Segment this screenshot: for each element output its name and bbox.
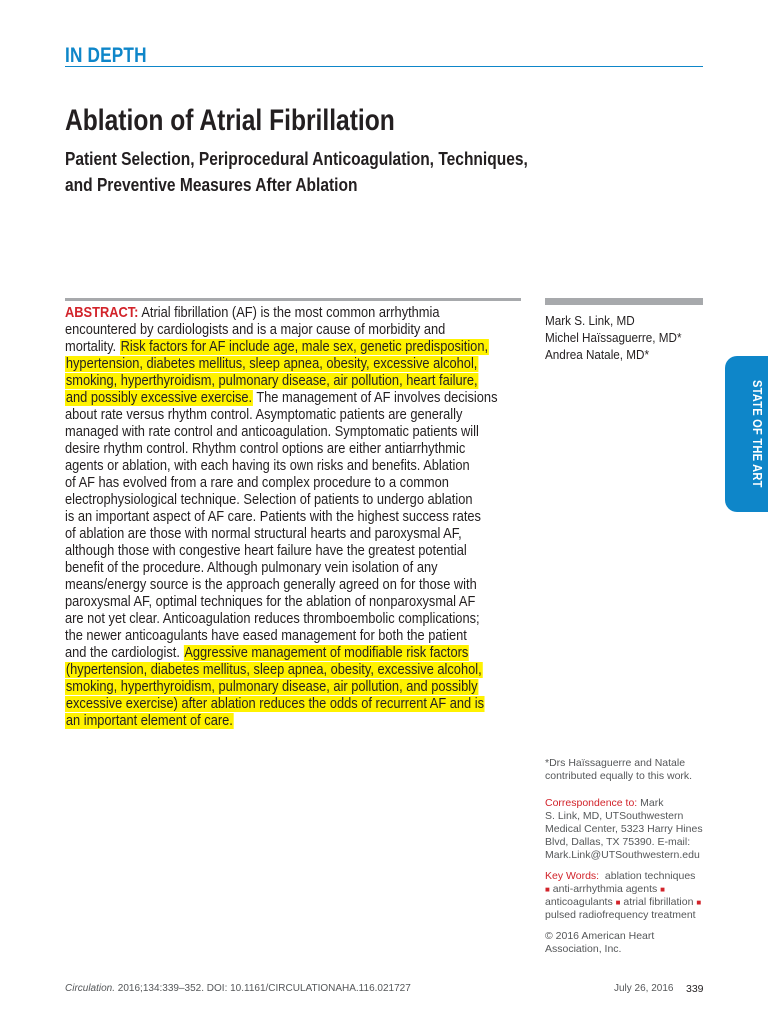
abstract-text-segment: the newer anticoagulants have eased management for both the patient bbox=[65, 628, 467, 644]
abstract-line bbox=[65, 390, 519, 407]
keyword: atrial fibrillation bbox=[623, 896, 694, 908]
citation-footer bbox=[65, 983, 411, 994]
keyword: pulsed radiofrequency treatment bbox=[545, 909, 696, 921]
abstract-line bbox=[65, 611, 519, 628]
abstract-line bbox=[65, 407, 519, 424]
square-bullet-icon: ■ bbox=[615, 898, 621, 907]
correspondence-line: Medical Center, 5323 Harry Hines bbox=[545, 823, 703, 835]
abstract-line bbox=[65, 509, 519, 526]
abstract-line bbox=[65, 628, 519, 645]
abstract-text-segment: agents or ablation, with each having its own risks and benefits. Ablation bbox=[65, 458, 470, 474]
keyword: ablation techniques bbox=[604, 870, 696, 882]
abstract-line bbox=[65, 322, 519, 339]
copyright-note bbox=[545, 930, 720, 956]
square-bullet-icon: ■ bbox=[545, 885, 550, 894]
side-tab-label: STATE OF THE ART bbox=[750, 380, 765, 488]
highlighted-text: smoking, hyperthyroidism, pulmonary disease, air pollution, heart failure, bbox=[65, 373, 478, 389]
abstract-line bbox=[65, 458, 519, 475]
abstract-line bbox=[65, 339, 519, 356]
square-bullet-icon: ■ bbox=[696, 898, 702, 907]
abstract-line bbox=[65, 356, 519, 373]
subtitle-line: Patient Selection, Periprocedural Anticoagulation, Techniques, bbox=[65, 148, 528, 169]
abstract-text-segment: of ablation are those with normal structural hearts and paroxysmal AF, bbox=[65, 526, 462, 542]
subtitle-line: and Preventive Measures After Ablation bbox=[65, 174, 358, 195]
state-of-the-art-tab bbox=[725, 356, 768, 512]
highlighted-text: (hypertension, diabetes mellitus, sleep apnea, obesity, excessive alcohol, bbox=[65, 662, 482, 678]
abstract-text-segment: encountered by cardiologists and is a major cause of morbidity and bbox=[65, 322, 446, 338]
section-divider bbox=[65, 66, 703, 67]
abstract-line bbox=[65, 373, 519, 390]
abstract-text-segment: is an important aspect of AF care. Patients with the highest success rates bbox=[65, 509, 481, 525]
authors-top-rule bbox=[545, 298, 703, 305]
author-name: Andrea Natale, MD* bbox=[545, 347, 650, 362]
keywords-label: Key Words: bbox=[545, 870, 600, 882]
equal-contribution-note bbox=[545, 757, 720, 783]
author-name: Michel Haïssaguerre, MD* bbox=[545, 330, 682, 345]
author-list bbox=[545, 312, 682, 363]
abstract-line bbox=[65, 543, 519, 560]
abstract-text-segment: managed with rate control and anticoagulation. Symptomatic patients will bbox=[65, 424, 479, 440]
highlighted-text: smoking, hyperthyroidism, pulmonary disease, air pollution, and possibly bbox=[65, 679, 478, 695]
abstract-text-segment: Atrial fibrillation (AF) is the most common arrhythmia bbox=[138, 305, 440, 321]
correspondence-note bbox=[545, 797, 720, 862]
correspondence-email[interactable]: Mark.Link@UTSouthwestern.edu bbox=[545, 849, 700, 861]
citation-text: 2016;134:339–352. DOI: 10.1161/CIRCULATIONAHA.116.021727 bbox=[115, 983, 411, 994]
abstract-line bbox=[65, 594, 519, 611]
highlighted-text: excessive exercise) after ablation reduces the odds of recurrent AF and is bbox=[65, 696, 485, 712]
abstract-line bbox=[65, 696, 519, 713]
abstract-label: ABSTRACT: bbox=[65, 305, 139, 321]
abstract-line bbox=[65, 577, 519, 594]
abstract-line bbox=[65, 713, 519, 730]
abstract-line bbox=[65, 475, 519, 492]
correspondence-text: Mark bbox=[637, 797, 664, 809]
highlighted-text: Risk factors for AF include age, male sex, genetic predisposition, bbox=[120, 339, 489, 355]
journal-name: Circulation. bbox=[65, 983, 116, 994]
highlighted-text: Aggressive management of modifiable risk factors bbox=[184, 645, 469, 661]
highlighted-text: hypertension, diabetes mellitus, sleep apnea, obesity, excessive alcohol, bbox=[65, 356, 478, 372]
abstract-text-segment: electrophysiological technique. Selection of patients to undergo ablation bbox=[65, 492, 473, 508]
article-subtitle bbox=[65, 146, 603, 198]
abstract-line bbox=[65, 441, 519, 458]
abstract-text bbox=[65, 305, 519, 730]
abstract-text-segment: paroxysmal AF, optimal techniques for the ablation of nonparoxysmal AF bbox=[65, 594, 476, 610]
abstract-line bbox=[65, 305, 519, 322]
abstract-text-segment: about rate versus rhythm control. Asymptomatic patients are generally bbox=[65, 407, 463, 423]
abstract-text-segment: benefit of the procedure. Although pulmonary vein isolation of any bbox=[65, 560, 438, 576]
correspondence-label: Correspondence to: bbox=[545, 797, 638, 809]
keywords-note bbox=[545, 870, 720, 922]
abstract-line bbox=[65, 560, 519, 577]
highlighted-text: and possibly excessive exercise. bbox=[65, 390, 253, 406]
abstract-line bbox=[65, 424, 519, 441]
abstract-text-segment: desire rhythm control. Rhythm control options are either antiarrhythmic bbox=[65, 441, 466, 457]
abstract-text-segment: are not yet clear. Anticoagulation reduces thromboembolic complications; bbox=[65, 611, 480, 627]
abstract-line bbox=[65, 526, 519, 543]
abstract-top-rule bbox=[65, 298, 521, 301]
correspondence-line: Blvd, Dallas, TX 75390. E-mail: bbox=[545, 836, 691, 848]
square-bullet-icon: ■ bbox=[660, 885, 665, 894]
abstract-line bbox=[65, 679, 519, 696]
section-label: IN DEPTH bbox=[65, 44, 147, 67]
abstract-text-segment: means/energy source is the approach generally agreed on for those with bbox=[65, 577, 477, 593]
note-line: contributed equally to this work. bbox=[545, 770, 693, 782]
abstract-line bbox=[65, 645, 519, 662]
copyright-line: Association, Inc. bbox=[545, 943, 622, 955]
abstract-text-segment: although those with congestive heart failure have the greatest potential bbox=[65, 543, 467, 559]
abstract-text-segment: of AF has evolved from a rare and complex procedure to a common bbox=[65, 475, 449, 491]
correspondence-line: S. Link, MD, UTSouthwestern bbox=[545, 810, 684, 822]
abstract-text-segment: mortality. bbox=[65, 339, 120, 355]
page-number: 339 bbox=[686, 983, 704, 995]
abstract-line bbox=[65, 662, 519, 679]
abstract-text-segment: The management of AF involves decisions bbox=[252, 390, 498, 406]
abstract-line bbox=[65, 492, 519, 509]
highlighted-text: an important element of care. bbox=[65, 713, 233, 729]
keyword: anticoagulants bbox=[545, 896, 613, 908]
note-line: *Drs Haïssaguerre and Natale bbox=[545, 757, 686, 769]
author-name: Mark S. Link, MD bbox=[545, 313, 635, 328]
article-title: Ablation of Atrial Fibrillation bbox=[65, 104, 395, 137]
publication-date: July 26, 2016 bbox=[614, 983, 674, 994]
copyright-line: © 2016 American Heart bbox=[545, 930, 655, 942]
abstract-text-segment: and the cardiologist. bbox=[65, 645, 184, 661]
keyword: anti-arrhythmia agents bbox=[552, 883, 658, 895]
